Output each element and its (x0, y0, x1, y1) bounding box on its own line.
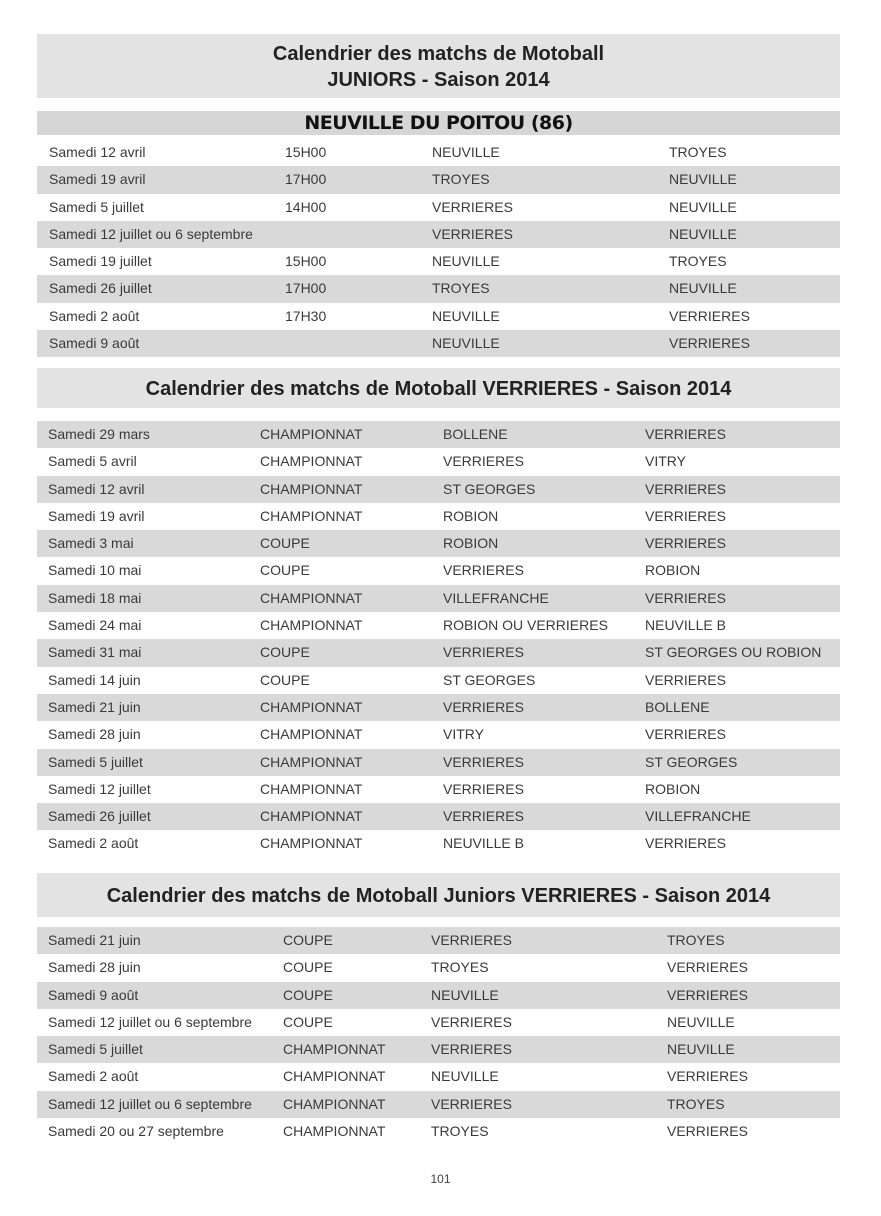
table-row (37, 954, 840, 981)
table-row (37, 166, 840, 193)
cell-type: COUPE (283, 959, 333, 976)
cell-type: CHAMPIONNAT (260, 480, 363, 497)
cell-date: Samedi 29 mars (48, 426, 150, 442)
cell-away: TROYES (667, 1095, 725, 1112)
section1-title-line1: Calendrier des matchs de Motoball (272, 43, 605, 65)
cell-away: VERRIERES (645, 671, 726, 688)
cell-home: VERRIERES (443, 780, 524, 797)
cell-date: Samedi 5 juillet (48, 1041, 143, 1058)
cell-type: CHAMPIONNAT (260, 835, 363, 852)
table-row (37, 503, 840, 530)
cell-away: NEUVILLE (667, 1041, 735, 1058)
cell-away: ST GEORGES (645, 753, 738, 770)
cell-date: Samedi 31 mai (48, 644, 142, 661)
table-row (37, 476, 840, 503)
table-row (37, 194, 840, 221)
cell-away: VERRIERES (645, 726, 726, 743)
cell-type: COUPE (260, 562, 310, 579)
cell-away: VERRIERES (667, 959, 748, 976)
cell-away: ROBION (645, 562, 701, 579)
cell-away: VILLEFRANCHE (645, 808, 751, 825)
cell-home: VERRIERES (431, 932, 512, 948)
cell-date: Samedi 3 mai (48, 535, 134, 552)
cell-date: Samedi 5 juillet (49, 198, 144, 215)
cell-date: Samedi 2 août (48, 1068, 139, 1085)
cell-away: VERRIERES (669, 335, 750, 352)
cell-type: COUPE (283, 932, 333, 948)
cell-date: Samedi 19 avril (48, 507, 145, 524)
cell-type: CHAMPIONNAT (260, 780, 363, 797)
cell-home: VERRIERES (443, 698, 524, 715)
table-row (37, 694, 840, 721)
cell-home: VERRIERES (432, 225, 513, 242)
table-row (37, 221, 840, 248)
cell-home: VERRIERES (431, 1095, 512, 1112)
cell-date: Samedi 12 juillet (48, 780, 151, 797)
cell-date: Samedi 20 ou 27 septembre (48, 1123, 224, 1140)
cell-date: Samedi 12 juillet ou 6 septembre (49, 225, 253, 242)
cell-date: Samedi 14 juin (48, 671, 141, 688)
cell-date: Samedi 5 avril (48, 453, 137, 470)
cell-home: NEUVILLE (431, 1068, 499, 1085)
cell-type: 15H00 (285, 253, 327, 270)
table-row (37, 612, 840, 639)
cell-home: VERRIERES (443, 453, 524, 470)
cell-date: Samedi 19 juillet (49, 253, 152, 270)
section1-table (37, 139, 840, 357)
cell-away: TROYES (669, 253, 727, 270)
cell-away: NEUVILLE (669, 225, 737, 242)
section1-subtitle: NEUVILLE DU POITOU (86) (37, 111, 840, 135)
cell-type: CHAMPIONNAT (260, 507, 363, 524)
table-row (37, 530, 840, 557)
cell-home: ST GEORGES (443, 671, 536, 688)
cell-type: 14H00 (285, 198, 327, 215)
cell-home: BOLLENE (443, 426, 508, 442)
cell-away: NEUVILLE B (645, 617, 726, 634)
cell-home: ROBION (443, 535, 499, 552)
cell-away: NEUVILLE (669, 171, 737, 188)
cell-type: COUPE (260, 644, 310, 661)
cell-type: CHAMPIONNAT (260, 589, 363, 606)
cell-type: CHAMPIONNAT (260, 753, 363, 770)
cell-type: COUPE (260, 671, 310, 688)
table-row (37, 421, 840, 448)
cell-away: VERRIERES (667, 1068, 748, 1085)
cell-home: TROYES (432, 171, 490, 188)
cell-type: COUPE (283, 986, 333, 1003)
cell-date: Samedi 9 août (48, 986, 139, 1003)
table-row (37, 1118, 840, 1145)
cell-type: CHAMPIONNAT (260, 617, 363, 634)
cell-date: Samedi 19 avril (49, 171, 146, 188)
cell-home: ST GEORGES (443, 480, 536, 497)
cell-home: NEUVILLE (432, 335, 500, 352)
table-row (37, 448, 840, 475)
cell-date: Samedi 18 mai (48, 589, 142, 606)
cell-type: CHAMPIONNAT (283, 1095, 386, 1112)
section1-title (37, 34, 840, 98)
cell-date: Samedi 26 juillet (49, 280, 152, 297)
cell-date: Samedi 28 juin (48, 726, 141, 743)
cell-home: VILLEFRANCHE (443, 589, 549, 606)
cell-date: Samedi 12 avril (49, 144, 146, 160)
cell-away: NEUVILLE (669, 198, 737, 215)
cell-home: NEUVILLE (431, 986, 499, 1003)
cell-away: VERRIERES (669, 307, 750, 324)
cell-date: Samedi 5 juillet (48, 753, 143, 770)
cell-away: NEUVILLE (667, 1013, 735, 1030)
cell-date: Samedi 24 mai (48, 617, 142, 634)
cell-date: Samedi 12 juillet ou 6 septembre (48, 1013, 252, 1030)
table-row (37, 982, 840, 1009)
cell-home: VERRIERES (432, 198, 513, 215)
cell-home: VITRY (443, 726, 484, 743)
cell-away: ST GEORGES OU ROBION (645, 644, 822, 661)
cell-away: ROBION (645, 780, 701, 797)
table-row (37, 1009, 840, 1036)
table-row (37, 830, 840, 857)
table-row (37, 1091, 840, 1118)
cell-away: VERRIERES (645, 507, 726, 524)
table-row (37, 1063, 840, 1090)
table-row (37, 803, 840, 830)
table-row (37, 776, 840, 803)
cell-home: VERRIERES (443, 562, 524, 579)
table-row (37, 927, 840, 954)
section2-table (37, 421, 840, 858)
cell-home: ROBION (443, 507, 499, 524)
table-row (37, 721, 840, 748)
cell-away: VERRIERES (645, 480, 726, 497)
table-row (37, 139, 840, 166)
cell-away: VERRIERES (667, 1123, 748, 1140)
cell-home: VERRIERES (443, 644, 524, 661)
cell-home: VERRIERES (443, 808, 524, 825)
table-row (37, 749, 840, 776)
cell-date: Samedi 12 juillet ou 6 septembre (48, 1095, 252, 1112)
cell-away: VERRIERES (645, 535, 726, 552)
cell-date: Samedi 28 juin (48, 959, 141, 976)
section3-title: Calendrier des matchs de Motoball Juniors VERRIERES - Saison 2014 (37, 873, 840, 917)
cell-away: TROYES (667, 932, 725, 948)
table-row (37, 667, 840, 694)
cell-type: COUPE (283, 1013, 333, 1030)
cell-date: Samedi 26 juillet (48, 808, 151, 825)
cell-type: 15H00 (285, 144, 327, 160)
cell-date: Samedi 9 août (49, 335, 140, 352)
cell-away: VERRIERES (667, 986, 748, 1003)
cell-type: CHAMPIONNAT (283, 1041, 386, 1058)
cell-home: VERRIERES (431, 1041, 512, 1058)
cell-date: Samedi 2 août (48, 835, 139, 852)
cell-type: COUPE (260, 535, 310, 552)
cell-home: TROYES (431, 1123, 489, 1140)
cell-home: VERRIERES (431, 1013, 512, 1030)
cell-home: NEUVILLE B (443, 835, 524, 852)
cell-type: CHAMPIONNAT (260, 726, 363, 743)
cell-type: CHAMPIONNAT (260, 808, 363, 825)
cell-home: ROBION OU VERRIERES (443, 617, 608, 634)
page-number: 101 (430, 1172, 451, 1186)
cell-home: VERRIERES (443, 753, 524, 770)
cell-home: NEUVILLE (432, 144, 500, 160)
section1-title-line2: JUNIORS - Saison 2014 (327, 69, 550, 91)
cell-home: NEUVILLE (432, 253, 500, 270)
cell-home: TROYES (432, 280, 490, 297)
cell-date: Samedi 12 avril (48, 480, 145, 497)
cell-date: Samedi 2 août (49, 307, 140, 324)
cell-date: Samedi 21 juin (48, 932, 141, 948)
cell-type: CHAMPIONNAT (283, 1123, 386, 1140)
table-row (37, 1036, 840, 1063)
cell-type: 17H00 (285, 280, 327, 297)
table-row (37, 303, 840, 330)
cell-date: Samedi 21 juin (48, 698, 141, 715)
cell-date: Samedi 10 mai (48, 562, 142, 579)
section2-title: Calendrier des matchs de Motoball VERRIERES - Saison 2014 (37, 368, 840, 408)
cell-away: BOLLENE (645, 698, 710, 715)
table-row (37, 275, 840, 302)
table-row (37, 585, 840, 612)
table-row (37, 248, 840, 275)
cell-away: VERRIERES (645, 589, 726, 606)
cell-type: CHAMPIONNAT (260, 426, 363, 442)
section3-table (37, 927, 840, 1145)
cell-home: NEUVILLE (432, 307, 500, 324)
cell-type: CHAMPIONNAT (283, 1068, 386, 1085)
cell-away: VITRY (645, 453, 686, 470)
cell-type: 17H00 (285, 171, 327, 188)
cell-type: CHAMPIONNAT (260, 698, 363, 715)
cell-home: TROYES (431, 959, 489, 976)
table-row (37, 557, 840, 584)
cell-away: TROYES (669, 144, 727, 160)
cell-type: 17H30 (285, 307, 327, 324)
table-row (37, 639, 840, 666)
cell-away: VERRIERES (645, 426, 726, 442)
cell-away: NEUVILLE (669, 280, 737, 297)
table-row (37, 330, 840, 357)
cell-type: CHAMPIONNAT (260, 453, 363, 470)
cell-away: VERRIERES (645, 835, 726, 852)
